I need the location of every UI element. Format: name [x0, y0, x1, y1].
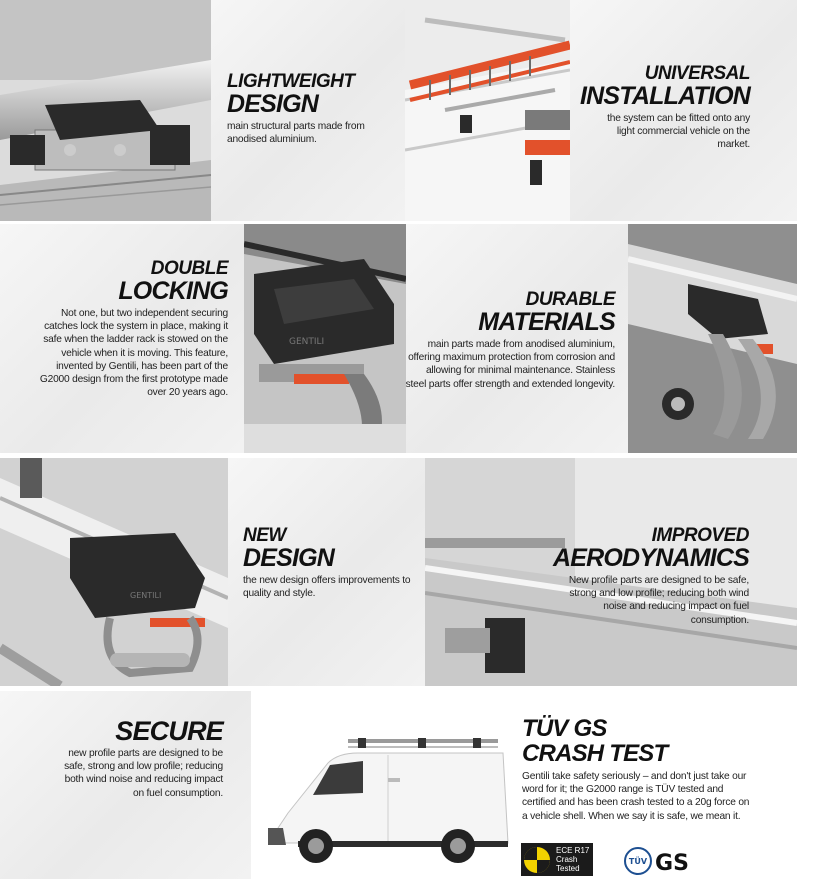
locking-bracket-illustration [244, 224, 406, 453]
double-locking-title-line1: DOUBLE [150, 258, 228, 279]
lightweight-body: main structural parts made from anodised aluminium. [227, 121, 365, 146]
crash-title-line2: CRASH TEST [522, 740, 668, 767]
double-locking-text-panel [0, 224, 244, 453]
aero-text-panel [548, 526, 749, 627]
lightweight-title-line2: DESIGN [227, 90, 319, 118]
double-locking-body: Not one, but two independent securing catches lock the system in place, making it safe when the ladder rack is stowed on the vehicle when it is moving. This feature, invented by Gentili, has been part of the G2000 design from the first prototype made over 20 years ago. [39, 308, 228, 399]
double-locking-title-line2: LOCKING [118, 277, 228, 305]
lightweight-title-line1: LIGHTWEIGHT [227, 71, 355, 92]
lightweight-text-panel [211, 0, 405, 221]
new-design-text-panel [228, 458, 425, 686]
tuv-logo-text: TÜV [628, 857, 648, 866]
crash-title-line1: TÜV GS [522, 715, 607, 742]
durable-photo [628, 224, 797, 453]
van-roof-rack-illustration [405, 0, 570, 221]
secure-body: new profile parts are designed to be safe, strong and low profile; reducing both wind noise and reducing impact on fuel consumption. [64, 748, 223, 799]
universal-body: the system can be fitted onto any light commercial vehicle on the market. [607, 113, 750, 151]
new-design-title-line1: NEW [243, 525, 286, 546]
universal-title-line2: INSTALLATION [579, 82, 750, 110]
universal-title-line1: UNIVERSAL [644, 63, 750, 84]
lightweight-photo [0, 0, 211, 221]
universal-photo [405, 0, 570, 221]
new-bracket-brand-label: GENTILI [130, 591, 162, 600]
durable-title-line1: DURABLE [525, 289, 615, 310]
new-design-photo [0, 458, 228, 686]
ece-badge-line1: ECE R17 [556, 846, 590, 855]
durable-title-line2: MATERIALS [478, 308, 615, 336]
crash-test-dummy-icon [524, 847, 550, 873]
gs-logo-text: GS [655, 851, 689, 876]
durable-text-panel [406, 224, 628, 453]
universal-text-panel [570, 0, 797, 221]
stainless-bracket-illustration [628, 224, 797, 453]
double-locking-photo [244, 224, 406, 453]
new-design-body: the new design offers improvements to quality and style. [243, 575, 411, 600]
new-bracket-illustration [0, 458, 228, 686]
ece-badge-line2: Crash [556, 855, 578, 864]
aero-title-line1: IMPROVED [651, 525, 749, 546]
aero-title-line2: AERODYNAMICS [553, 544, 749, 572]
aero-body: New profile parts are designed to be safe, strong and low profile; reducing both wind noise and reducing impact on fuel consumption. [568, 575, 749, 626]
secure-text-panel [0, 691, 251, 879]
ece-crash-tested-badge [521, 843, 593, 876]
ece-badge-line3: Tested [556, 864, 580, 873]
tuv-gs-badge [624, 846, 700, 876]
crash-body: Gentili take safety seriously – and don't just take our word for it; the G2000 range is TÜV tested and certified and has been crash tested to a 20g force on a vehicle shell. When we say it is safe, we mean it. [522, 771, 750, 822]
van-illustration [268, 733, 514, 868]
bracket-illustration [0, 0, 211, 221]
bracket-brand-label: GENTILI [289, 337, 325, 347]
secure-title: SECURE [115, 716, 223, 746]
durable-body: main parts made from anodised aluminium, offering maximum protection from corrosion and allowing for minimal maintenance. Stainless steel parts offer strength and extended longevity. [406, 339, 615, 390]
new-design-title-line2: DESIGN [243, 544, 335, 572]
crash-text-panel [522, 716, 752, 823]
